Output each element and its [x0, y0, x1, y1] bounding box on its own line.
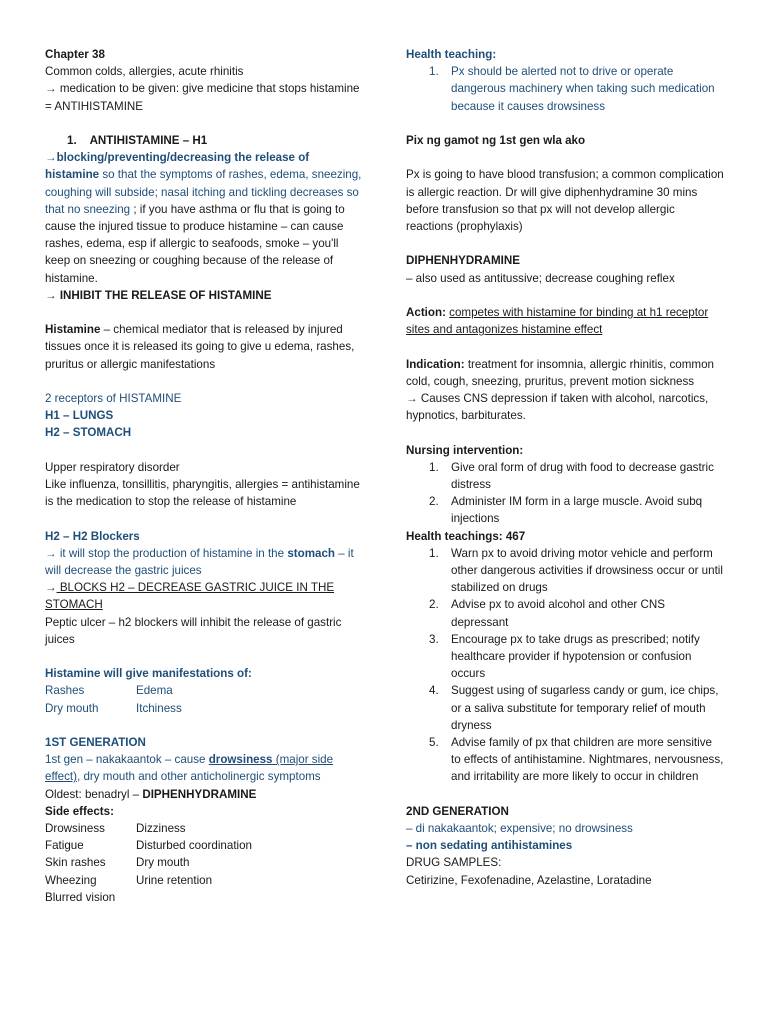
- manifestation-row: Rashes Edema: [45, 684, 173, 698]
- health-teaching-title: Health teaching:: [406, 48, 497, 61]
- second-generation-title: 2ND GENERATION: [406, 804, 509, 818]
- inhibit-line: → INHIBIT THE RELEASE OF HISTAMINE: [45, 288, 272, 302]
- antihistamine-heading: 1. ANTIHISTAMINE – H1: [67, 134, 208, 147]
- left-column: [45, 46, 363, 906]
- nursing-intervention-title: Nursing intervention:: [406, 443, 524, 457]
- manifestations-title: Histamine will give manifestations of:: [45, 667, 252, 681]
- receptors-title: 2 receptors of HISTAMINE: [45, 392, 182, 406]
- side-effect-row: Wheezing Urine retention: [45, 873, 213, 887]
- list-item: 1. Warn px to avoid driving motor vehicle and perform other dangerous activities if drowsiness occur or until stabilized on drugs: [429, 546, 723, 595]
- first-generation-title: 1ST GENERATION: [45, 736, 146, 750]
- histamine-definition: Histamine – chemical mediator that is released by injured tissues once it is released its going to give u edema, rashes, pruritus or allergic manifestations: [45, 323, 355, 371]
- pix-note: Pix ng gamot ng 1st gen wla ako: [406, 134, 586, 147]
- diphenhydramine-title: DIPHENHYDRAMINE: [406, 254, 521, 268]
- side-effect-row: Blurred vision: [45, 890, 116, 904]
- non-sedating-line: – non sedating antihistamines: [406, 839, 573, 853]
- transfusion-paragraph: Px is going to have blood transfusion; a common complication is allergic reaction. Dr will give diphenhydramine 30 mins before transfusion so that px will not develop allergic reactions (prophylaxis): [406, 168, 724, 233]
- list-item: 2. Advise px to avoid alcohol and other CNS depressant: [429, 598, 665, 629]
- diphenhydramine-note: – also used as antitussive; decrease coughing reflex: [406, 271, 675, 285]
- side-effects-title: Side effects:: [45, 804, 114, 818]
- list-item: 3. Encourage px to take drugs as prescribed; notify healthcare provider if hypotension or confusion occurs: [429, 632, 700, 681]
- topic-line: Common colds, allergies, acute rhinitis: [45, 65, 244, 79]
- nursing-intervention-list: [406, 459, 724, 528]
- health-teaching-list: [406, 63, 724, 115]
- h2-stomach: H2 – STOMACH: [45, 426, 132, 440]
- side-effect-row: Skin rashes Dry mouth: [45, 856, 190, 870]
- health-teachings-list: [406, 545, 724, 786]
- first-generation-desc: 1st gen – nakakaantok – cause drowsiness (major side effect), dry mouth and other anticholinergic symptoms: [45, 753, 334, 784]
- upper-respiratory: Upper respiratory disorder: [45, 460, 180, 474]
- right-column: [406, 46, 724, 889]
- h1-lungs: H1 – LUNGS: [45, 409, 114, 423]
- side-effect-row: Drowsiness Dizziness: [45, 822, 186, 836]
- list-item: 1. Give oral form of drug with food to decrease gastric distress: [429, 460, 714, 491]
- manifestation-row: Dry mouth Itchiness: [45, 701, 182, 715]
- like-influenza: Like influenza, tonsillitis, pharyngitis, allergies = antihistamine is the medication to stop the release of histamine: [45, 478, 360, 509]
- action-paragraph: Action: competes with histamine for binding at h1 receptor sites and antagonizes histamine effect: [406, 305, 709, 337]
- intro-line: → medication to be given: give medicine that stops histamine = ANTIHISTAMINE: [45, 82, 360, 113]
- chapter-title: Chapter 38: [45, 48, 105, 61]
- second-generation-desc: – di nakakaantok; expensive; no drowsiness: [406, 822, 633, 836]
- h2-blockers-title: H2 – H2 Blockers: [45, 529, 140, 543]
- list-item: 1. Px should be alerted not to drive or operate dangerous machinery when taking such medication because it causes drowsiness: [429, 65, 715, 113]
- list-item: 5. Advise family of px that children are more sensitive to effects of antihistamine. Nightmares, nervousness, and irritability are more likely to occur in children: [429, 736, 724, 784]
- list-item: 4. Suggest using of sugarless candy or gum, ice chips, or a saliva substitute for temporary relief of mouth dryness: [429, 684, 719, 732]
- side-effect-row: Fatigue Disturbed coordination: [45, 839, 253, 853]
- list-item: 2. Administer IM form in a large muscle. Avoid subq injections: [429, 495, 703, 526]
- blocks-h2-line: → BLOCKS H2 – DECREASE GASTRIC JUICE IN THE STOMACH: [45, 581, 335, 612]
- drug-samples-list: Cetirizine, Fexofenadine, Azelastine, Loratadine: [406, 873, 652, 887]
- h2-stop-line: → it will stop the production of histamine in the stomach – it will decrease the gastric juices: [45, 546, 354, 578]
- cns-note: → Causes CNS depression if taken with alcohol, narcotics, hypnotics, barbiturates.: [406, 391, 709, 423]
- oldest-line: Oldest: benadryl – DIPHENHYDRAMINE: [45, 787, 257, 801]
- health-teachings-title: Health teachings: 467: [406, 529, 526, 543]
- blocking-paragraph: →blocking/preventing/decreasing the release of histamine so that the symptoms of rashes, edema, sneezing, coughing will subside; nasal itching and tickling decreases so that no sneezing ; if you have asthma or flu that is going to cause the injured tissue to produce histamine – can cause rashes, edema, esp if allergic to seafoods, smoke – you'll keep on sneezing or coughing because of the release of histamine.: [45, 151, 362, 285]
- drug-samples-label: DRUG SAMPLES:: [406, 856, 502, 870]
- peptic-ulcer: Peptic ulcer – h2 blockers will inhibit the release of gastric juices: [45, 615, 342, 646]
- indication-paragraph: Indication: treatment for insomnia, allergic rhinitis, common cold, cough, sneezing, pruritus, prevent motion sickness: [406, 357, 714, 388]
